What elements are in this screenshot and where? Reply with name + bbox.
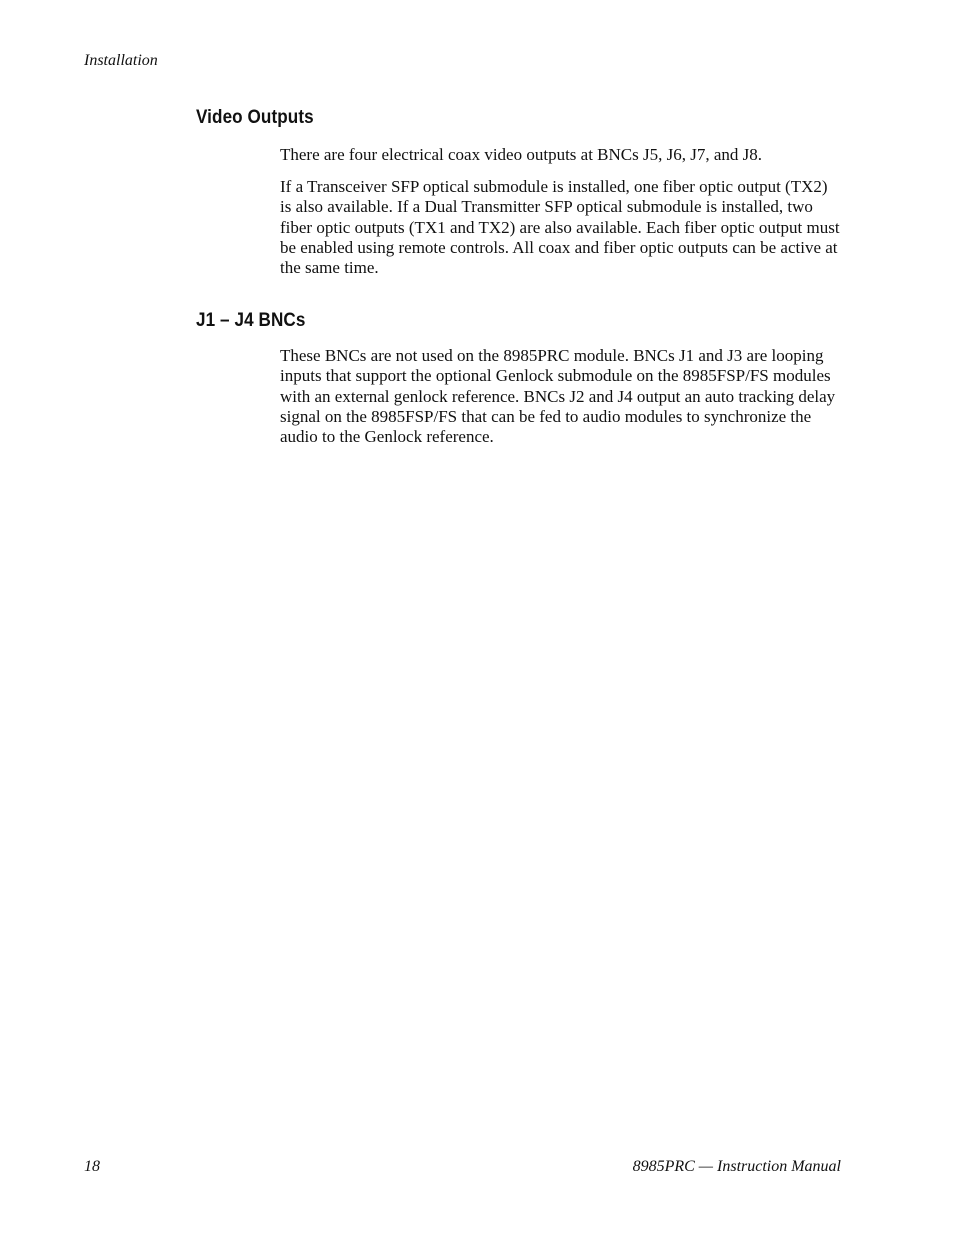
paragraph-j1-j4-bncs: These BNCs are not used on the 8985PRC module. BNCs J1 and J3 are looping inputs that support the optional Genlock submodule on the 8985FSP/FS modules with an external genlock reference. BNCs J2 and J4 output an auto tracking delay signal on the 8985FSP/FS that can be fed to audio modules to synchronize the audio to the Genlock reference.: [280, 346, 836, 447]
section-heading-video-outputs: Video Outputs: [196, 107, 314, 128]
paragraph-video-outputs-fiber: If a Transceiver SFP optical submodule is installed, one fiber optic output (TX2) is also available. If a Dual Transmitter SFP optical submodule is installed, two fiber optic outputs (TX1 and TX2) are also available. Each fiber optic output must be enabled using remote controls. All coax and fiber optic outputs can be active at the same time.: [280, 177, 840, 278]
paragraph-video-outputs-intro: There are four electrical coax video outputs at BNCs J5, J6, J7, and J8.: [280, 145, 763, 164]
running-header: Installation: [84, 52, 158, 69]
section-heading-j1-j4-bncs: J1 – J4 BNCs: [196, 310, 306, 331]
footer-manual-title: 8985PRC — Instruction Manual: [632, 1158, 841, 1175]
page-number: 18: [84, 1158, 100, 1175]
